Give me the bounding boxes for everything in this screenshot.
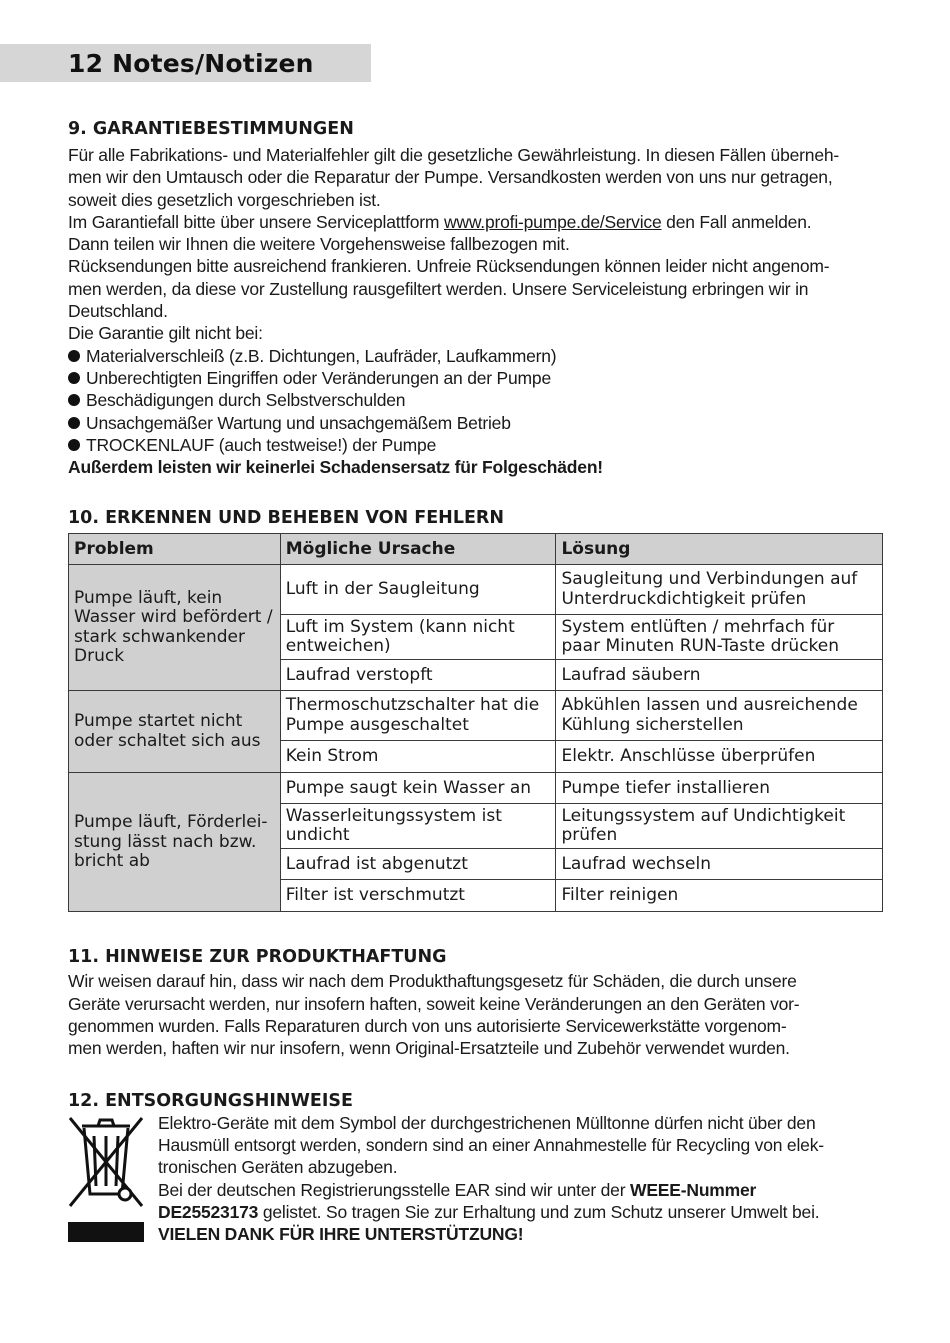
crossed-bin-icon — [68, 1114, 144, 1242]
page-content — [68, 118, 883, 1245]
section-warranty — [68, 118, 883, 478]
weee-number: DE25523173 — [158, 1201, 259, 1222]
registration-suffix: gelistet. So tragen Sie zur Erhaltung und zum Schutz unserer Umwelt bei. — [258, 1201, 820, 1222]
bullet-item — [68, 345, 883, 367]
service-prefix: Im Garantiefall bitte über unsere Serviceplattform — [68, 211, 444, 232]
bullet-text: TROCKENLAUF (auch testweise!) der Pumpe — [86, 434, 437, 455]
cause-cell: Filter ist verschmutzt — [280, 880, 556, 912]
registration-line — [158, 1179, 883, 1201]
bullet-item — [68, 389, 883, 411]
column-header-cause: Mögliche Ursache — [280, 534, 556, 565]
solution-cell: Pumpe tiefer installieren — [556, 773, 883, 804]
paragraph-line: Wir weisen darauf hin, dass wir nach dem Produkthaftungsgesetz für Schäden, die durch unsere — [68, 971, 797, 992]
paragraph-line: Dann teilen wir Ihnen die weitere Vorgehensweise fallbezogen mit. — [68, 234, 570, 255]
table-header-row — [69, 534, 883, 565]
table-row — [69, 773, 883, 804]
paragraph-line: Für alle Fabrikations- und Materialfehler gilt die gesetzliche Gewährleistung. In diesen Fällen überneh- — [68, 145, 840, 165]
cause-cell: Wasserleitungssystem ist undicht — [280, 804, 556, 849]
problem-cell: Pumpe läuft, Förderlei-stung lässt nach bzw. bricht ab — [69, 773, 281, 912]
service-suffix: den Fall anmelden. — [661, 211, 812, 232]
cause-cell: Luft in der Saugleitung — [280, 565, 556, 615]
paragraph-line: Rücksendungen bitte ausreichend frankieren. Unfreie Rücksendungen können leider nicht angenom- — [68, 256, 830, 277]
table-row — [69, 565, 883, 615]
paragraph-line: Hausmüll entsorgt werden, sondern sind an einer Annahmestelle für Recycling von elek- — [158, 1134, 824, 1155]
paragraph-line: soweit dies gesetzlich vorgeschrieben ist. — [68, 189, 381, 210]
bullet-text: Materialverschleiß (z.B. Dichtungen, Laufräder, Laufkammern) — [86, 345, 557, 366]
solution-cell: Laufrad säubern — [556, 660, 883, 691]
service-link[interactable]: www.profi-pumpe.de/Service — [443, 211, 662, 232]
section-heading: 10. ERKENNEN UND BEHEBEN VON FEHLERN — [68, 508, 505, 529]
paragraph-line: Elektro-Geräte mit dem Symbol der durchgestrichenen Mülltonne dürfen nicht über den — [158, 1112, 816, 1133]
paragraph-line: men wir den Umtausch oder die Reparatur der Pumpe. Versandkosten werden von uns nur getragen, — [68, 167, 833, 188]
page-title: 12 Notes/Notizen — [68, 48, 314, 78]
table-row — [69, 691, 883, 741]
troubleshooting-table — [68, 533, 883, 912]
registration-prefix: Bei der deutschen Registrierungsstelle EAR sind wir unter der — [158, 1179, 631, 1200]
page-header — [0, 44, 371, 82]
bullet-item — [68, 412, 883, 434]
cause-cell: Laufrad ist abgenutzt — [280, 849, 556, 880]
section-heading: 11. HINWEISE ZUR PRODUKTHAFTUNG — [68, 947, 447, 968]
thanks-line: VIELEN DANK FÜR IHRE UNTERSTÜTZUNG! — [158, 1224, 524, 1245]
paragraph-line: Geräte verursacht werden, nur insofern haften, soweit keine Veränderungen an den Geräten vor- — [68, 993, 800, 1014]
solution-cell: Saugleitung und Verbindungen auf Unterdruckdichtigkeit prüfen — [556, 565, 883, 615]
bullet-icon — [68, 394, 80, 406]
bullet-text: Unsachgemäßer Wartung und unsachgemäßem Betrieb — [86, 412, 511, 433]
solution-cell: Laufrad wechseln — [556, 849, 883, 880]
section-disposal — [68, 1090, 883, 1246]
bullet-icon — [68, 439, 80, 451]
section-heading: 12. ENTSORGUNGSHINWEISE — [68, 1090, 353, 1111]
problem-cell: Pumpe läuft, kein Wasser wird befördert / stark schwankender Druck — [69, 565, 281, 691]
cause-cell: Pumpe saugt kein Wasser an — [280, 773, 556, 804]
cause-cell: Thermoschutzschalter hat die Pumpe ausgeschaltet — [280, 691, 556, 741]
weee-label: WEEE-Nummer — [630, 1179, 757, 1200]
paragraph-line: men werden, da diese vor Zustellung rausgefiltert werden. Unsere Serviceleistung erbringen wir in — [68, 278, 809, 299]
warranty-closing: Außerdem leisten wir keinerlei Schadensersatz für Folgeschäden! — [68, 457, 603, 478]
paragraph-line: Die Garantie gilt nicht bei: — [68, 323, 263, 344]
solution-cell: Filter reinigen — [556, 880, 883, 912]
solution-cell: Leitungssystem auf Undichtigkeit prüfen — [556, 804, 883, 849]
paragraph-line: men werden, haften wir nur insofern, wenn Original-Ersatzteile und Zubehör verwendet wurden. — [68, 1038, 790, 1059]
column-header-solution: Lösung — [556, 534, 883, 565]
bullet-item — [68, 367, 883, 389]
service-line — [68, 211, 883, 233]
bullet-icon — [68, 372, 80, 384]
column-header-problem: Problem — [69, 534, 281, 565]
solution-cell: System entlüften / mehrfach für paar Minuten RUN-Taste drücken — [556, 615, 883, 660]
section-heading: 9. GARANTIEBESTIMMUNGEN — [68, 119, 354, 139]
solution-cell: Elektr. Anschlüsse überprüfen — [556, 741, 883, 773]
disposal-text — [158, 1112, 883, 1246]
paragraph-line: genommen wurden. Falls Reparaturen durch von uns autorisierte Servicewerkstätte vorgenom- — [68, 1016, 787, 1037]
problem-cell: Pumpe startet nicht oder schaltet sich aus — [69, 691, 281, 773]
cause-cell: Kein Strom — [280, 741, 556, 773]
bullet-icon — [68, 417, 80, 429]
paragraph-line: Deutschland. — [68, 301, 168, 322]
section-product-liability — [68, 946, 883, 1059]
bullet-text: Unberechtigten Eingriffen oder Veränderungen an der Pumpe — [86, 367, 551, 388]
cause-cell: Laufrad verstopft — [280, 660, 556, 691]
paragraph-line: tronischen Geräten abzugeben. — [158, 1157, 398, 1178]
bullet-text: Beschädigungen durch Selbstverschulden — [86, 390, 406, 411]
solution-cell: Abkühlen lassen und ausreichende Kühlung sicherstellen — [556, 691, 883, 741]
bullet-item — [68, 434, 883, 456]
cause-cell: Luft im System (kann nicht entweichen) — [280, 615, 556, 660]
section-troubleshooting — [68, 507, 883, 912]
bullet-icon — [68, 350, 80, 362]
registration-number-line — [158, 1201, 883, 1223]
